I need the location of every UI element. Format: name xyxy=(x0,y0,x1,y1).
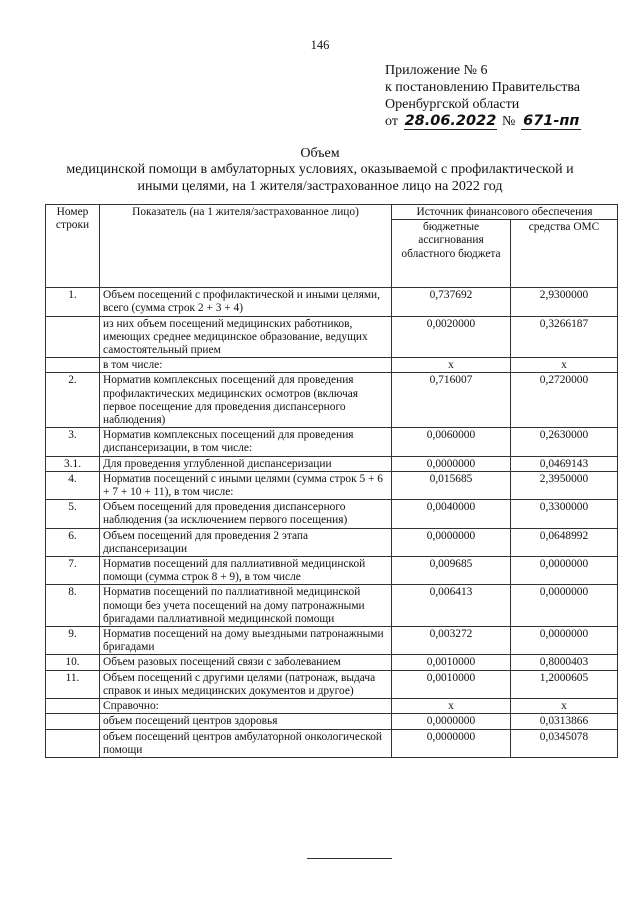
budget-value-cell: 0,0020000 xyxy=(392,316,511,358)
table-row xyxy=(46,358,618,373)
table-row xyxy=(46,714,618,729)
indicator-cell: Для проведения углубленной диспансеризации xyxy=(100,456,392,471)
oms-value-cell: 2,9300000 xyxy=(511,288,618,316)
budget-value-cell: х xyxy=(392,358,511,373)
row-number-cell: 7. xyxy=(46,557,100,585)
budget-value-cell: 0,737692 xyxy=(392,288,511,316)
number-label: № xyxy=(501,114,516,129)
document-title xyxy=(20,146,620,195)
header-indicator: Показатель (на 1 жителя/застрахованное лицо) xyxy=(100,205,392,288)
row-number-cell: 9. xyxy=(46,627,100,655)
budget-value-cell: х xyxy=(392,699,511,714)
row-number-cell xyxy=(46,699,100,714)
budget-value-cell: 0,716007 xyxy=(392,373,511,428)
oms-value-cell: 0,8000403 xyxy=(511,655,618,670)
table-row xyxy=(46,316,618,358)
table-row xyxy=(46,471,618,499)
appendix-title: Приложение № 6 xyxy=(385,63,488,78)
budget-value-cell: 0,006413 xyxy=(392,585,511,627)
table-row xyxy=(46,699,618,714)
title-line-3: иными целями, на 1 жителя/застрахованное лицо на 2022 год xyxy=(137,178,503,194)
table-row xyxy=(46,670,618,698)
row-number-cell: 1. xyxy=(46,288,100,316)
title-line-1: Объем xyxy=(300,146,340,161)
row-number-cell: 8. xyxy=(46,585,100,627)
oms-value-cell: 0,0469143 xyxy=(511,456,618,471)
oms-value-cell: 0,0345078 xyxy=(511,729,618,757)
table-row xyxy=(46,456,618,471)
indicator-cell: Норматив посещений для паллиативной медицинской помощи (сумма строк 8 + 9), в том числе xyxy=(100,557,392,585)
table-row xyxy=(46,500,618,528)
oms-value-cell: 0,3266187 xyxy=(511,316,618,358)
row-number-cell: 3. xyxy=(46,428,100,456)
oms-value-cell: х xyxy=(511,358,618,373)
header-source: Источник финансового обеспечения xyxy=(392,205,618,220)
indicator-cell: из них объем посещений медицинских работников, имеющих среднее медицинское образование, ведущих самостоятельный прием xyxy=(100,316,392,358)
row-number-cell xyxy=(46,316,100,358)
row-number-cell: 3.1. xyxy=(46,456,100,471)
oms-value-cell: 2,3950000 xyxy=(511,471,618,499)
oms-value-cell: 0,2630000 xyxy=(511,428,618,456)
row-number-cell xyxy=(46,358,100,373)
budget-value-cell: 0,015685 xyxy=(392,471,511,499)
table-row xyxy=(46,729,618,757)
table-row xyxy=(46,585,618,627)
indicator-cell: Норматив посещений по паллиативной медицинской помощи без учета посещений на дому патронажными бригадами паллиативной медицинской помощи xyxy=(100,585,392,627)
handwritten-number: 671-пп xyxy=(523,113,580,129)
indicator-cell: Норматив посещений с иными целями (сумма строк 5 + 6 + 7 + 10 + 11), в том числе: xyxy=(100,471,392,499)
indicator-cell: объем посещений центров здоровья xyxy=(100,714,392,729)
table-header-row xyxy=(46,205,618,220)
row-number-cell: 5. xyxy=(46,500,100,528)
table-row xyxy=(46,655,618,670)
row-number-cell: 10. xyxy=(46,655,100,670)
row-number-cell: 6. xyxy=(46,528,100,556)
volume-table xyxy=(45,204,618,758)
handwritten-date: 28.06.2022 xyxy=(404,113,497,129)
indicator-cell: Норматив комплексных посещений для проведения диспансеризации, в том числе: xyxy=(100,428,392,456)
row-number-cell xyxy=(46,714,100,729)
oms-value-cell: 0,3300000 xyxy=(511,500,618,528)
indicator-cell: Объем разовых посещений связи с заболеванием xyxy=(100,655,392,670)
appendix-block xyxy=(385,62,581,130)
indicator-cell: Справочно: xyxy=(100,699,392,714)
header-row-number: Номер строки xyxy=(46,205,100,288)
oms-value-cell: 0,0000000 xyxy=(511,585,618,627)
title-line-2: медицинской помощи в амбулаторных условиях, оказываемой с профилактической и xyxy=(66,162,574,178)
indicator-cell: Объем посещений для проведения 2 этапа диспансеризации xyxy=(100,528,392,556)
indicator-cell: Норматив посещений на дому выездными патронажными бригадами xyxy=(100,627,392,655)
table-row xyxy=(46,627,618,655)
row-number-cell: 4. xyxy=(46,471,100,499)
indicator-cell: Объем посещений с профилактической и иными целями, всего (сумма строк 2 + 3 + 4) xyxy=(100,288,392,316)
table-row xyxy=(46,428,618,456)
budget-value-cell: 0,0040000 xyxy=(392,500,511,528)
oms-value-cell: 0,0000000 xyxy=(511,627,618,655)
budget-value-cell: 0,0010000 xyxy=(392,670,511,698)
indicator-cell: объем посещений центров амбулаторной онкологической помощи xyxy=(100,729,392,757)
table-row xyxy=(46,557,618,585)
appendix-resolution: к постановлению Правительства xyxy=(385,80,581,95)
budget-value-cell: 0,0010000 xyxy=(392,655,511,670)
indicator-cell: в том числе: xyxy=(100,358,392,373)
budget-value-cell: 0,0000000 xyxy=(392,528,511,556)
appendix-date-line xyxy=(385,113,581,130)
indicator-cell: Норматив комплексных посещений для проведения профилактических медицинских осмотров (включая первое посещение для проведения диспансерного наблюдения) xyxy=(100,373,392,428)
oms-value-cell: 0,2720000 xyxy=(511,373,618,428)
indicator-cell: Объем посещений с другими целями (патронаж, выдача справок и иных медицинских документов и другое) xyxy=(100,670,392,698)
table-row xyxy=(46,288,618,316)
oms-value-cell: 0,0000000 xyxy=(511,557,618,585)
row-number-cell: 2. xyxy=(46,373,100,428)
oms-value-cell: 0,0648992 xyxy=(511,528,618,556)
budget-value-cell: 0,0000000 xyxy=(392,456,511,471)
row-number-cell: 11. xyxy=(46,670,100,698)
footer-line xyxy=(307,858,392,859)
row-number-cell xyxy=(46,729,100,757)
oms-value-cell: х xyxy=(511,699,618,714)
budget-value-cell: 0,0060000 xyxy=(392,428,511,456)
header-oms: средства ОМС xyxy=(511,220,618,288)
indicator-cell: Объем посещений для проведения диспансерного наблюдения (за исключением первого посещения) xyxy=(100,500,392,528)
budget-value-cell: 0,0000000 xyxy=(392,729,511,757)
from-label: от xyxy=(385,114,398,129)
budget-value-cell: 0,009685 xyxy=(392,557,511,585)
header-budget: бюджетные ассигнования областного бюджета xyxy=(392,220,511,288)
budget-value-cell: 0,0000000 xyxy=(392,714,511,729)
oms-value-cell: 0,0313866 xyxy=(511,714,618,729)
oms-value-cell: 1,2000605 xyxy=(511,670,618,698)
page-number: 146 xyxy=(310,38,330,52)
budget-value-cell: 0,003272 xyxy=(392,627,511,655)
table-row xyxy=(46,373,618,428)
table-row xyxy=(46,528,618,556)
appendix-region: Оренбургской области xyxy=(385,97,520,112)
